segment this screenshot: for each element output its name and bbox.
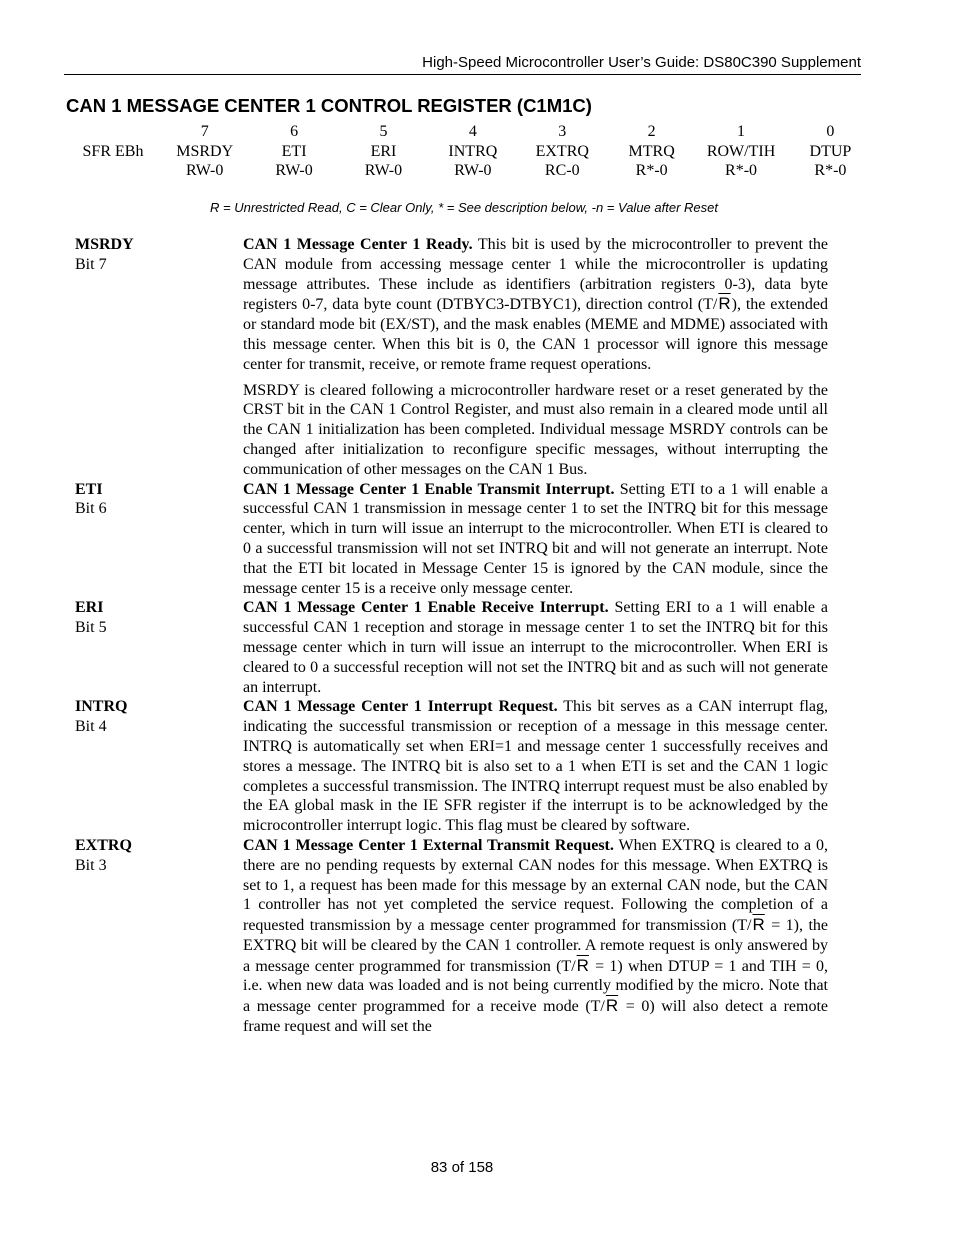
bit-access: RW-0 <box>186 162 224 179</box>
bit-description <box>243 235 828 480</box>
bit-entry-msrdy <box>75 235 828 480</box>
bit-entry-position: Bit 6 <box>75 500 107 518</box>
bit-number: 5 <box>379 123 388 140</box>
bit-number: 7 <box>200 123 209 140</box>
bit-entry-name: INTRQ <box>75 698 128 716</box>
overbar-r: $\overline{R}$ <box>576 955 589 975</box>
description-paragraph: CAN 1 Message Center 1 Interrupt Request. This bit serves as a CAN interrupt flag, indicating the successful transmission or reception of a message in this message center. INTRQ is automatically set when ERI=1 and message center 1 successfully receives and stores a message. The INTRQ bit is also set to a 1 when ETI is set and the CAN 1 logic completes a successful transmission. The INTRQ interrupt request must be also enabled by the EA global mask in the IE SFR register if the interrupt is to be acknowledged by the microcontroller interrupt logic. This flag must be cleared by software. <box>243 698 828 835</box>
bit-label <box>75 480 243 599</box>
bit-access-row <box>66 162 875 182</box>
bit-entry-position: Bit 7 <box>75 255 107 273</box>
bit-entry-eri <box>75 598 828 697</box>
bit-name: DTUP <box>809 142 852 160</box>
bit-number: 6 <box>290 123 299 140</box>
bit-description <box>243 598 828 697</box>
bit-name: EXTRQ <box>535 142 589 160</box>
access-legend: R = Unrestricted Read, C = Clear Only, * = See description below, -n = Value after Reset <box>210 200 718 215</box>
description-paragraph: MSRDY is cleared following a microcontroller hardware reset or a reset generated by the CRST bit in the CAN 1 Control Register, and must also remain in a cleared mode until all the CAN 1 initialization has been completed. Individual message MSRDY controls can be changed after initialization to reconfigure specific messages, without interrupting the communication of other messages on the CAN 1 Bus. <box>243 381 828 478</box>
bit-number-row <box>66 123 875 143</box>
bit-description <box>243 480 828 599</box>
bit-number: 4 <box>468 123 477 140</box>
description-heading: CAN 1 Message Center 1 External Transmit Request. <box>243 836 614 854</box>
bit-description <box>243 836 828 1037</box>
description-heading: CAN 1 Message Center 1 Enable Receive Interrupt. <box>243 599 609 617</box>
bit-entry-name: ERI <box>75 599 104 617</box>
bit-label <box>75 697 243 836</box>
bit-entry-position: Bit 3 <box>75 856 107 874</box>
overbar-r: $\overline{R}$ <box>605 996 619 1016</box>
bit-label <box>75 235 243 480</box>
bit-name: ETI <box>281 142 307 160</box>
description-paragraph: CAN 1 Message Center 1 Ready. This bit is used by the microcontroller to prevent the CAN module from accessing message center 1 while the microcontroller is updating message attributes. These include as identifiers (arbitration registers 0-3), data byte registers 0-7, data byte count (DTBYC3-DTBYC1), direction control $(T/\overline{R})$, the extended or standard mode bit (EX/ST), and the mask enables (MEME and MDME) associated with this message center. When this bit is 0, the CAN 1 processor will ignore this message center for transmit, receive, or remote frame request operations. <box>243 236 829 373</box>
bit-entry-name: MSRDY <box>75 236 134 253</box>
bit-access: RW-0 <box>275 162 313 179</box>
overbar-r: $\overline{R}$ <box>718 294 731 314</box>
bit-entry-extrq <box>75 836 828 1037</box>
description-paragraph: CAN 1 Message Center 1 Enable Receive Interrupt. Setting ERI to a 1 will enable a successful CAN 1 reception and storage in message center 1 to set the INTRQ bit for this message center which in turn will issue an interrupt to the microcontroller. When ERI is cleared to 0 a successful reception will not set the INTRQ bit and as such will not generate an interrupt. <box>243 599 828 696</box>
description-paragraph: CAN 1 Message Center 1 Enable Transmit Interrupt. Setting ETI to a 1 will enable a successful CAN 1 transmission in message center 1 to set the INTRQ bit for this message center, which in turn will issue an interrupt to the microcontroller. When ETI is cleared to 0 a successful transmission will not set INTRQ bit and will not generate an interrupt. Note that the ETI bit located in Message Center 15 is ignored by the CAN module, since the message center 15 is a receive only message center. <box>243 480 829 597</box>
bit-entry-position: Bit 4 <box>75 718 107 736</box>
bit-entry-position: Bit 5 <box>75 619 107 637</box>
overbar-r: $\overline{R}$ <box>752 915 765 935</box>
bit-number: 2 <box>647 123 656 140</box>
description-heading: CAN 1 Message Center 1 Enable Transmit Interrupt. <box>243 480 615 498</box>
bit-name: MTRQ <box>628 142 675 160</box>
bit-access: RW-0 <box>454 162 492 179</box>
bit-access: RW-0 <box>364 162 403 179</box>
bit-label <box>75 598 243 697</box>
bit-description <box>243 697 828 836</box>
bit-entry-intrq <box>75 697 828 836</box>
page-title: CAN 1 MESSAGE CENTER 1 CONTROL REGISTER (C1M1C) <box>66 95 592 116</box>
bit-access: R*-0 <box>635 162 668 179</box>
bit-number: 0 <box>826 123 835 140</box>
sfr-address-label: SFR EBh <box>82 142 144 160</box>
bit-entry-name: EXTRQ <box>75 836 132 854</box>
register-bit-table <box>66 123 875 182</box>
description-heading: CAN 1 Message Center 1 Interrupt Request. <box>243 698 558 716</box>
page-number: 83 of 158 <box>430 1159 494 1176</box>
bit-entry-eti <box>75 480 828 599</box>
bit-access: RC-0 <box>544 162 580 179</box>
page-header: High-Speed Microcontroller User’s Guide: DS80C390 Supplement <box>64 54 861 75</box>
bit-label <box>75 836 243 1037</box>
bit-number: 1 <box>737 123 746 140</box>
bit-name-row <box>66 143 875 163</box>
description-paragraph: CAN 1 Message Center 1 External Transmit Request. When EXTRQ is cleared to a 0, there are no pending requests by external CAN nodes for this message. When EXTRQ is set to 1, a request has been made for this message by an external CAN node, but the CAN 1 controller has not yet completed the service request. Following the completion of a requested transmission by a message center programmed for transmission $(T/\overline{R} = 1)$, the EXTRQ bit will be cleared by the CAN 1 controller. A remote request is only answered by a message center programmed for transmission $(T/\overline{R} = 1)$ when DTUP = 1 and TIH = 0, i.e. when new data was loaded and is not being currently modified by the micro. Note that a message center programmed for a receive mode $(T/\overline{R} = 0)$ will also detect a remote frame request and will set the <box>243 836 829 1036</box>
bit-access: R*-0 <box>814 162 847 179</box>
bit-entry-name: ETI <box>75 480 103 498</box>
bit-access: R*-0 <box>725 162 758 179</box>
bit-descriptions <box>75 235 828 1037</box>
description-heading: CAN 1 Message Center 1 Ready. <box>243 236 473 253</box>
bit-name: ERI <box>370 142 397 160</box>
bit-number: 3 <box>558 123 567 140</box>
bit-name: ROW/TIH <box>706 142 776 160</box>
bit-name: INTRQ <box>448 142 498 160</box>
bit-name: MSRDY <box>176 142 234 160</box>
